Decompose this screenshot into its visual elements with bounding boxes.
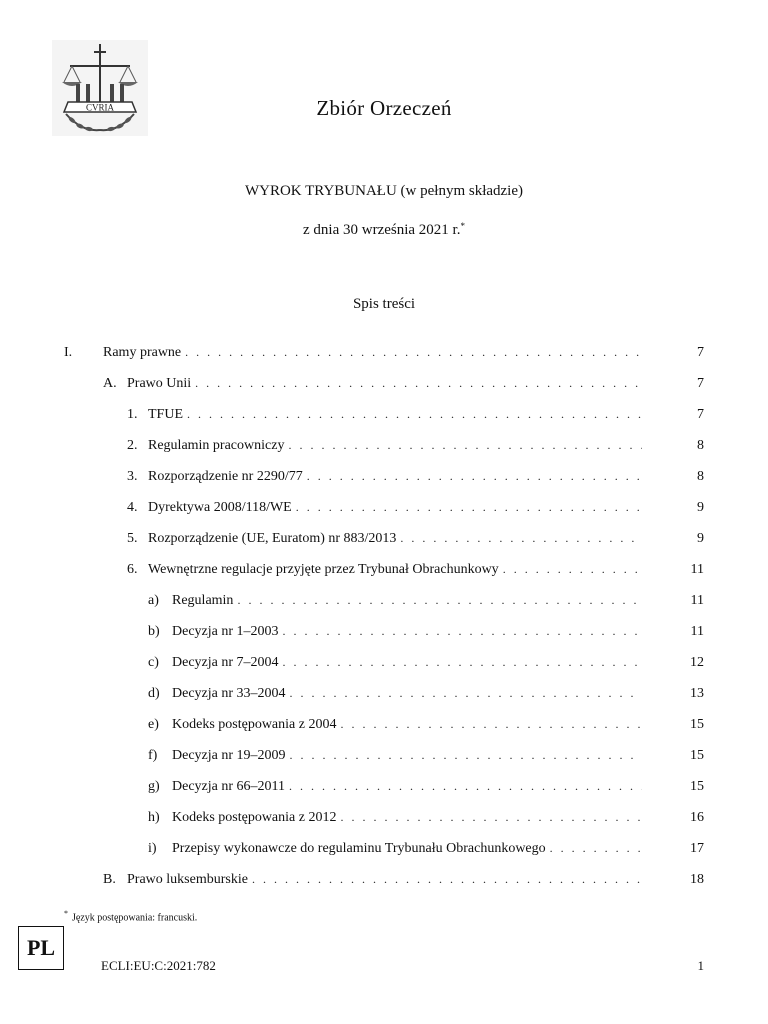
toc-entry-number: e) — [148, 717, 159, 732]
toc-entry-number: b) — [148, 624, 160, 639]
toc-entry[interactable] — [103, 376, 646, 398]
toc-entry-number: c) — [148, 655, 159, 670]
toc-entry-number: h) — [148, 810, 160, 825]
toc-entry-page: 15 — [690, 779, 704, 794]
toc-dot-leader — [185, 345, 642, 360]
toc-dot-leader — [503, 562, 642, 577]
toc-entry-page: 12 — [690, 655, 704, 670]
toc-entry-number: g) — [148, 779, 160, 794]
toc-entry[interactable] — [148, 717, 646, 739]
toc-entry-page: 7 — [697, 407, 704, 422]
toc-entry-page: 15 — [690, 748, 704, 763]
toc-entry[interactable] — [148, 655, 646, 677]
toc-entry-number: A. — [103, 376, 117, 391]
toc-entry[interactable] — [103, 872, 646, 894]
toc-entry-page: 13 — [690, 686, 704, 701]
toc-entry-page: 8 — [697, 469, 704, 484]
toc-entry[interactable] — [148, 748, 646, 770]
toc-entry-title: Ramy prawne — [103, 345, 182, 360]
toc-entry-title: Kodeks postępowania z 2004 — [172, 717, 337, 732]
toc-entry-page: 7 — [697, 376, 704, 391]
toc-dot-leader — [252, 872, 642, 887]
toc-entry-page: 11 — [690, 562, 704, 577]
toc-entry-number: 4. — [127, 500, 138, 515]
toc-entry-page: 17 — [690, 841, 704, 856]
toc-entry-page: 15 — [690, 717, 704, 732]
toc-entry[interactable] — [64, 345, 646, 367]
toc-entry-title: Przepisy wykonawcze do regulaminu Trybunału Obrachunkowego — [172, 841, 546, 856]
scales-of-justice-icon — [52, 40, 148, 136]
ecli-identifier: ECLI:EU:C:2021:782 — [101, 958, 216, 973]
toc-entry-number: 6. — [127, 562, 138, 577]
toc-dot-leader — [187, 407, 642, 422]
toc-entry-number: I. — [64, 345, 73, 360]
cvria-logo — [52, 40, 148, 136]
toc-entry-title: Decyzja nr 33–2004 — [172, 686, 286, 701]
toc-dot-leader — [283, 655, 642, 670]
judgment-title: WYROK TRYBUNAŁU (w pełnym składzie) — [244, 183, 524, 199]
toc-dot-leader — [237, 593, 642, 608]
toc-entry[interactable] — [127, 407, 646, 429]
toc-entry-title: Decyzja nr 7–2004 — [172, 655, 279, 670]
svg-text:CVRIA: CVRIA — [85, 102, 115, 113]
toc-entry-title: Wewnętrzne regulacje przyjęte przez Trybunał Obrachunkowy — [148, 562, 499, 577]
toc-entry-title: Prawo luksemburskie — [127, 872, 248, 887]
toc-dot-leader — [340, 810, 642, 825]
toc-dot-leader — [550, 841, 642, 856]
toc-entry-title: TFUE — [148, 407, 183, 422]
footnote-mark: * — [64, 909, 68, 918]
page-number: 1 — [697, 958, 704, 973]
toc-entry-number: B. — [103, 872, 116, 887]
toc-entry[interactable] — [148, 810, 646, 832]
toc-entry-number: d) — [148, 686, 160, 701]
toc-entry[interactable] — [127, 438, 646, 460]
toc-entry[interactable] — [148, 624, 646, 646]
toc-entry-page: 18 — [690, 872, 704, 887]
toc-entry-title: Kodeks postępowania z 2012 — [172, 810, 337, 825]
footnote-reference: * — [460, 221, 465, 231]
toc-entry-title: Decyzja nr 66–2011 — [172, 779, 285, 794]
toc-dot-leader — [288, 438, 642, 453]
toc-entry-number: i) — [148, 841, 157, 856]
toc-entry-page: 7 — [697, 345, 704, 360]
toc-dot-leader — [289, 779, 642, 794]
toc-entry-title: Rozporządzenie (UE, Euratom) nr 883/2013 — [148, 531, 397, 546]
toc-entry[interactable] — [127, 531, 646, 553]
toc-entry-page: 16 — [690, 810, 704, 825]
toc-dot-leader — [296, 500, 642, 515]
toc-dot-leader — [283, 624, 642, 639]
toc-entry-page: 9 — [697, 531, 704, 546]
toc-entry-title: Decyzja nr 1–2003 — [172, 624, 279, 639]
toc-entry-page: 11 — [690, 593, 704, 608]
language-badge: PL — [18, 926, 64, 970]
toc-entry[interactable] — [148, 593, 646, 615]
toc-entry-title: Decyzja nr 19–2009 — [172, 748, 286, 763]
toc-entry-title: Regulamin pracowniczy — [148, 438, 285, 453]
collection-title: Zbiór Orzeczeń — [316, 96, 452, 120]
judgment-date — [0, 221, 768, 239]
toc-entry[interactable] — [148, 841, 646, 863]
toc-dot-leader — [340, 717, 642, 732]
toc-entry-number: 5. — [127, 531, 138, 546]
toc-title: Spis treści — [352, 296, 416, 312]
toc-entry-title: Rozporządzenie nr 2290/77 — [148, 469, 303, 484]
toc-dot-leader — [400, 531, 642, 546]
toc-entry-number: f) — [148, 748, 158, 763]
toc-entry[interactable] — [127, 562, 646, 584]
toc-entry-number: 3. — [127, 469, 138, 484]
toc-dot-leader — [290, 748, 642, 763]
toc-entry-page: 11 — [690, 624, 704, 639]
toc-entry-number: 1. — [127, 407, 138, 422]
toc-entry[interactable] — [148, 779, 646, 801]
toc-entry-title: Prawo Unii — [127, 376, 192, 391]
toc-entry-page: 9 — [697, 500, 704, 515]
toc-dot-leader — [195, 376, 642, 391]
toc-entry-number: 2. — [127, 438, 138, 453]
toc-entry-page: 8 — [697, 438, 704, 453]
footnote-text: Język postępowania: francuski. — [72, 912, 198, 924]
footnote — [64, 909, 197, 923]
toc-entry[interactable] — [127, 500, 646, 522]
toc-dot-leader — [307, 469, 642, 484]
toc-dot-leader — [290, 686, 642, 701]
toc-entry[interactable] — [127, 469, 646, 491]
toc-entry-title: Regulamin — [172, 593, 234, 608]
toc-entry-number: a) — [148, 593, 159, 608]
toc-entry[interactable] — [148, 686, 646, 708]
toc-entry-title: Dyrektywa 2008/118/WE — [148, 500, 292, 515]
judgment-date-text: z dnia 30 września 2021 r. — [303, 222, 461, 238]
